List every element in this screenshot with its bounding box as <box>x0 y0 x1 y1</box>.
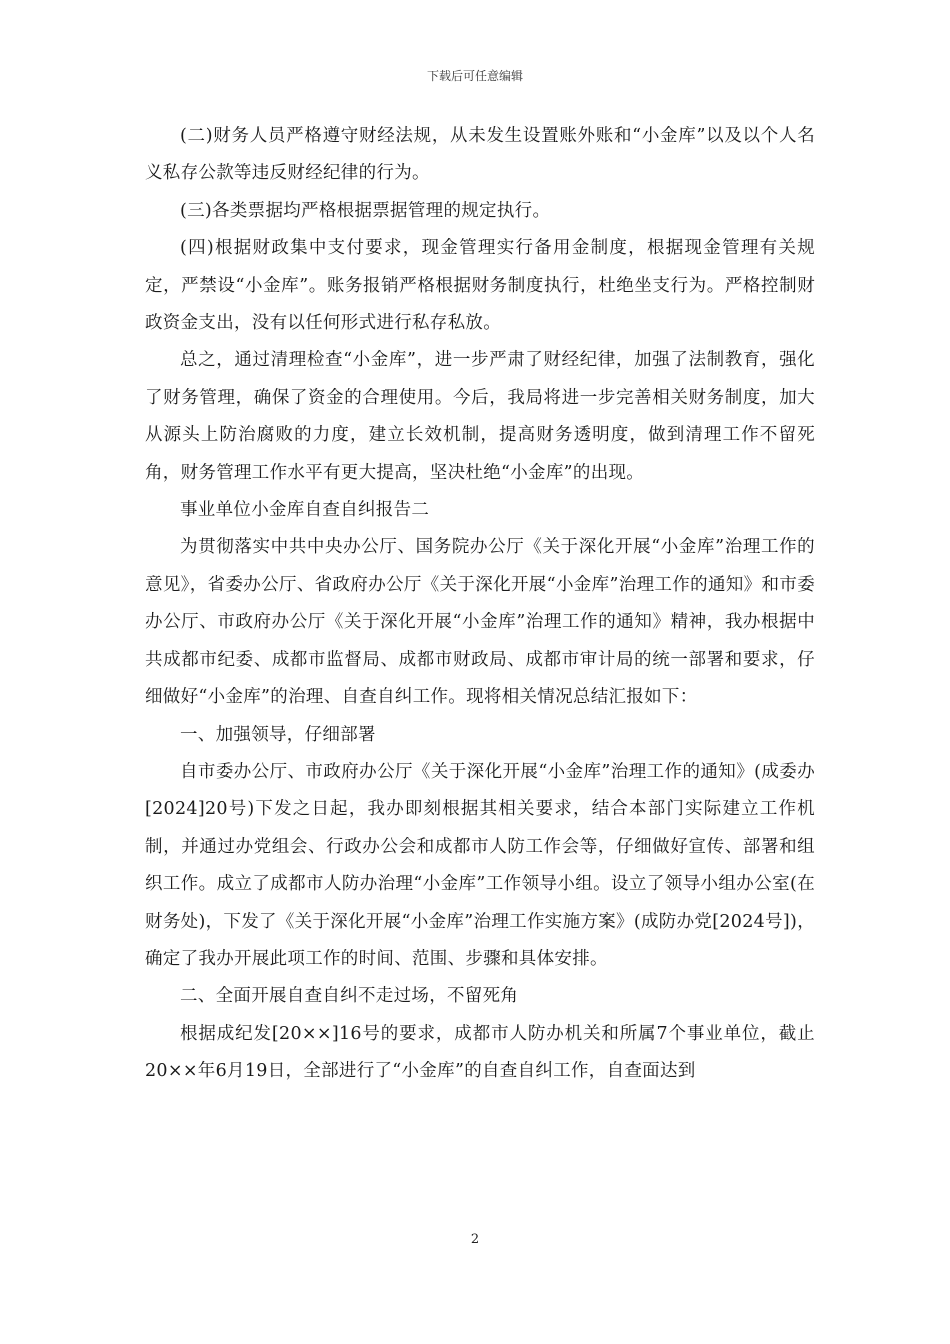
paragraph-5: 为贯彻落实中共中央办公厅、国务院办公厅《关于深化开展“小金库”治理工作的意见》，省委办公厅、省政府办公厅《关于深化开展“小金库”治理工作的通知》和市委办公厅、市政府办公厅《关于深化开展“小金库”治理工作的通知》精神，我办根据中共成都市纪委、成都市监督局、成都市财政局、成都市审计局的统一部署和要求，仔细做好“小金库”的治理、自查自纠工作。现将相关情况总结汇报如下： <box>145 537 815 708</box>
paragraph-3: (四)根据财政集中支付要求，现金管理实行备用金制度，根据现金管理有关规定，严禁设“小金库”。账务报销严格根据财务制度执行，杜绝坐支行为。严格控制财政资金支出，没有以任何形式进行私存私放。 <box>145 238 815 334</box>
paragraph-7: 根据成纪发[20××]16号的要求，成都市人防办机关和所属7个事业单位，截止20××年6月19日，全部进行了“小金库”的自查自纠工作，自查面达到 <box>145 1023 815 1082</box>
paragraph-4: 总之，通过清理检查“小金库”，进一步严肃了财经纪律，加强了法制教育，强化了财务管理，确保了资金的合理使用。今后，我局将进一步完善相关财务制度，加大从源头上防治腐败的力度，建立长效机制，提高财务透明度，做到清理工作不留死角，财务管理工作水平有更大提高，坚决杜绝“小金库”的出现。 <box>145 350 815 483</box>
section-title: 事业单位小金库自查自纠报告二 <box>180 500 430 521</box>
page-number: 2 <box>470 1232 480 1247</box>
heading-2: 二、全面开展自查自纠不走过场，不留死角 <box>180 986 519 1007</box>
paragraph-2: (三)各类票据均严格根据票据管理的规定执行。 <box>180 200 551 221</box>
document-body <box>145 118 815 1091</box>
paragraph-1: (二)财务人员严格遵守财经法规，从未发生设置账外账和“小金库”以及以个人名义私存公款等违反财经纪律的行为。 <box>145 126 815 184</box>
paragraph-6: 自市委办公厅、市政府办公厅《关于深化开展“小金库”治理工作的通知》(成委办[2024]20号)下发之日起，我办即刻根据其相关要求，结合本部门实际建立工作机制，并通过办党组会、行政办公会和成都市人防工作会等，仔细做好宣传、部署和组织工作。成立了成都市人防办治理“小金库”工作领导小组。设立了领导小组办公室(在财务处)，下发了《关于深化开展“小金库”治理工作实施方案》(成防办党[2024号])，确定了我办开展此项工作的时间、范围、步骤和具体安排。 <box>145 761 815 969</box>
heading-1: 一、加强领导，仔细部署 <box>180 724 376 745</box>
page-header: 下载后可任意编辑 <box>426 69 523 83</box>
